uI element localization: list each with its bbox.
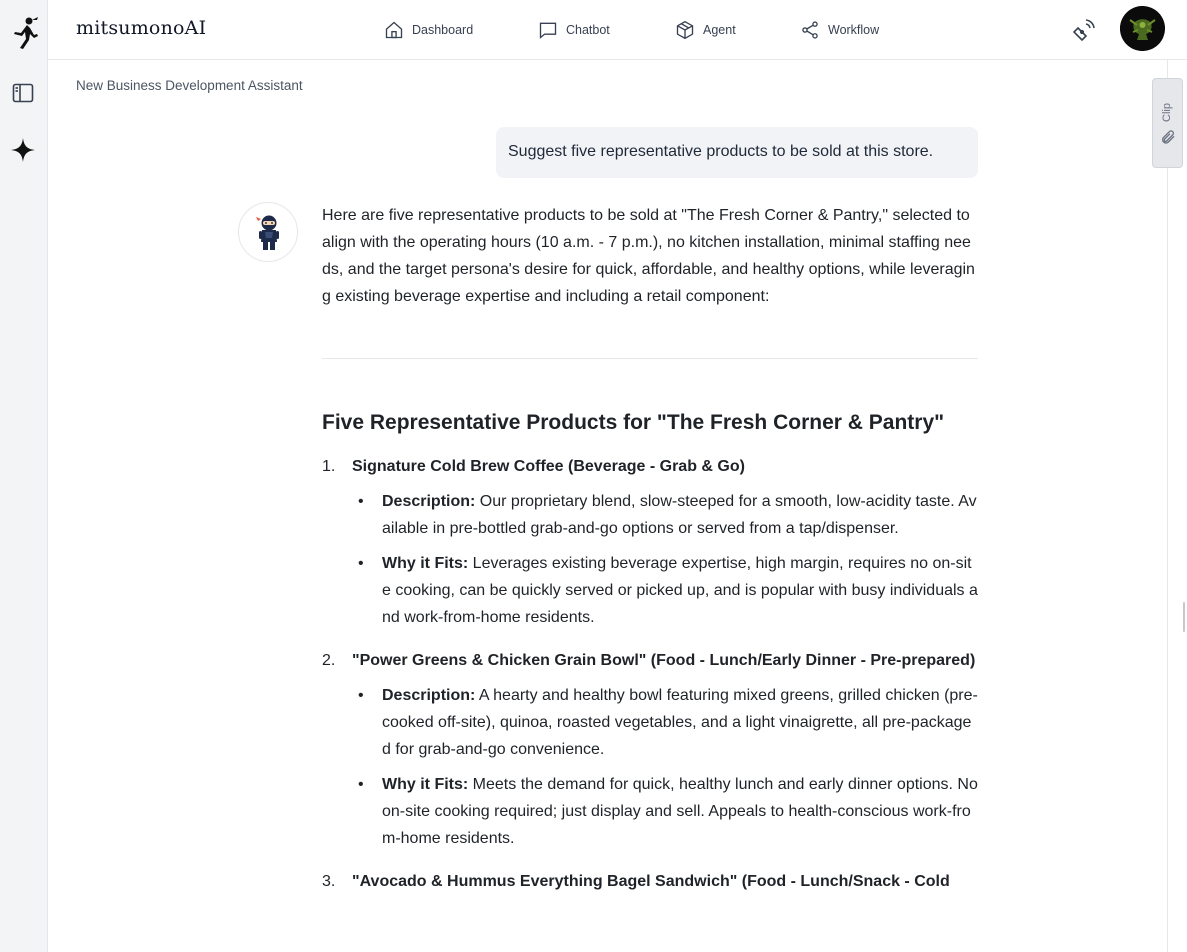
- detail-label: Why it Fits:: [382, 776, 469, 793]
- nav-chatbot[interactable]: [538, 0, 610, 60]
- item-details: [352, 488, 978, 631]
- answer-divider: [322, 358, 978, 359]
- cube-icon: [675, 20, 695, 40]
- list-item: [322, 453, 978, 631]
- item-title: "Avocado & Hummus Everything Bagel Sandwich" (Food - Lunch/Snack - Cold: [352, 873, 950, 890]
- running-ninja-logo-icon[interactable]: [8, 15, 40, 51]
- answer-intro: Here are five representative products to be sold at "The Fresh Corner & Pantry," selected to align with the operating hours (10 a.m. - 7 p.m.), no kitchen installation, minimal staffing needs, and the target persona's desire for quick, affordable, and healthy options, while leveraging existing beverage expertise and including a retail component:: [322, 207, 975, 305]
- nav-agent[interactable]: [675, 0, 736, 60]
- list-item: [322, 868, 978, 895]
- left-rail: [0, 0, 48, 952]
- scroll-strip: [1167, 60, 1187, 952]
- detail-text: A hearty and healthy bowl featuring mixed greens, grilled chicken (pre-cooked off-site), quinoa, roasted vegetables, and a light vinaigrette, all pre-packaged for grab-and-go convenience.: [382, 687, 978, 758]
- nav-workflow[interactable]: [800, 0, 879, 60]
- item-number: 1.: [322, 458, 336, 475]
- detail-why: [352, 771, 978, 852]
- clip-tab[interactable]: [1152, 78, 1183, 168]
- detail-label: Description:: [382, 687, 476, 704]
- paperclip-icon: [1160, 129, 1176, 145]
- detail-description: [352, 488, 978, 542]
- bot-answer: [322, 202, 978, 911]
- detail-label: Why it Fits:: [382, 555, 469, 572]
- item-title: "Power Greens & Chicken Grain Bowl" (Food - Lunch/Early Dinner - Pre-prepared): [352, 652, 976, 669]
- list-item: [322, 647, 978, 852]
- detail-label: Description:: [382, 493, 476, 510]
- breadcrumb[interactable]: New Business Development Assistant: [76, 78, 303, 93]
- chat-bubble-icon: [538, 20, 558, 40]
- satellite-signal-icon[interactable]: [1073, 17, 1097, 41]
- item-title: Signature Cold Brew Coffee (Beverage - Grab & Go): [352, 458, 745, 475]
- detail-text: Our proprietary blend, slow-steeped for a smooth, low-acidity taste. Available in pre-bottled grab-and-go options or served from a tap/dispenser.: [382, 493, 977, 537]
- detail-text: Meets the demand for quick, healthy lunch and early dinner options. No on-site cooking required; just display and sell. Appeals to health-conscious work-from-home residents.: [382, 776, 978, 847]
- avatar-image-icon: [1120, 6, 1165, 51]
- share-nodes-icon: [800, 20, 820, 40]
- item-number: 3.: [322, 873, 336, 890]
- ninja-mascot-icon: [254, 214, 284, 252]
- detail-description: [352, 682, 978, 763]
- nav-dashboard-label: Dashboard: [412, 23, 474, 37]
- sidebar-toggle-icon[interactable]: [11, 81, 35, 105]
- nav-dashboard[interactable]: [384, 0, 473, 60]
- brand-name: mitsumonoAI: [76, 17, 207, 39]
- top-header: [48, 0, 1187, 60]
- user-message-bubble: Suggest five representative products to be sold at this store.: [496, 127, 978, 178]
- item-number: 2.: [322, 652, 336, 669]
- clip-label: Clip: [1161, 103, 1173, 122]
- nav-workflow-label: Workflow: [828, 23, 880, 37]
- user-avatar[interactable]: [1120, 6, 1165, 51]
- detail-text: Leverages existing beverage expertise, high margin, requires no on-site cooking, can be quickly served or picked up, and is popular with busy individuals and work-from-home residents.: [382, 555, 978, 626]
- product-list: [322, 453, 978, 895]
- nav-agent-label: Agent: [703, 23, 736, 37]
- sparkle-icon[interactable]: [10, 137, 36, 163]
- bot-avatar: [238, 202, 298, 262]
- item-details: [352, 682, 978, 852]
- scrollbar-thumb[interactable]: [1183, 602, 1185, 632]
- nav-chatbot-label: Chatbot: [566, 23, 610, 37]
- home-icon: [384, 20, 404, 40]
- detail-why: [352, 550, 978, 631]
- answer-heading: Five Representative Products for "The Fresh Corner & Pantry": [322, 411, 945, 434]
